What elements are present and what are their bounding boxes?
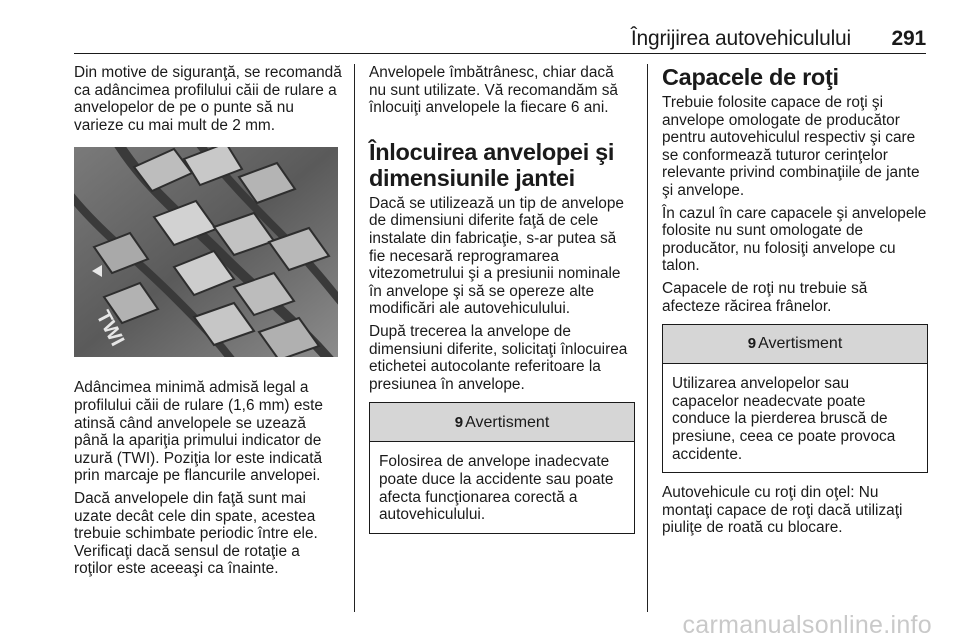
page-number: 291: [891, 27, 926, 50]
chapter-title: Îngrijirea autovehiculului: [630, 27, 851, 50]
warning-text: Folosirea de anvelope inadecvate poate duce la accidente sau poate afecta funcţionarea corectă a autovehiculului.: [379, 453, 614, 524]
warning-text: Utilizarea anvelopelor sau capacelor neadecvate poate conduce la pierderea bruscă de presiune, ceea ce poate provoca accidente.: [672, 375, 896, 463]
warning-title: Avertisment: [758, 335, 843, 353]
column-2: [369, 64, 635, 534]
warning-body: [663, 364, 927, 472]
watermark: carmanualsonline.info: [682, 611, 932, 639]
wheel-covers-approval-paragraph: Trebuie folosite capace de roţi şi anvelope omologate de producător pentru autovehiculul respectiv şi care se conformează tuturor cerinţelor relevante privind combinaţiile de jante şi anvelope.: [662, 94, 920, 199]
column-divider-2: [647, 64, 648, 612]
warning-box-tires: [369, 402, 635, 533]
warning-header: [663, 325, 927, 364]
tire-aging-paragraph: Anvelopele îmbătrânesc, chiar dacă nu sunt utilizate. Vă recomandăm să înlocuiţi anvelopele la fiecare 6 ani.: [369, 64, 618, 117]
warning-triangle-icon: 9: [747, 335, 757, 353]
page-header: [74, 24, 926, 52]
wheel-covers-unapproved-paragraph: În cazul în care capacele şi anvelopele folosite nu sunt omologate de producător, nu folosiţi anvelope cu talon.: [662, 204, 927, 275]
min-tread-depth-paragraph: Adâncimea minimă admisă legal a profilului căii de rulare (1,6 mm) este atinsă când anvelopele se uzează până la apariţia primului indicator de uzură (TWI). Poziţia lor este indicată prin marcaje pe flancurile anvelopei.: [74, 379, 323, 485]
brake-cooling-paragraph: Capacele de roţi nu trebuie să afecteze răcirea frânelor.: [662, 279, 868, 315]
section-heading-wheel-covers: Capacele de roţi: [662, 64, 839, 90]
column-3: [662, 64, 928, 542]
warning-title: Avertisment: [465, 413, 550, 431]
pressure-label-paragraph: După trecerea la anvelope de dimensiuni diferite, solicitaţi înlocuirea etichetei autocolante referitoare la presiunea în anvelope.: [369, 322, 628, 393]
warning-header: [370, 403, 634, 442]
warning-triangle-icon: 9: [454, 413, 464, 431]
section-heading-tire-replacement: Înlocuirea anvelopei şi dimensiunile jantei: [369, 138, 615, 191]
column-1: [74, 64, 342, 583]
warning-box-wheel-covers: [662, 324, 928, 473]
tire-size-change-paragraph: Dacă se utilizează un tip de anvelope de dimensiuni diferite faţă de cele instalate din fabricaţie, s-ar putea să fie necesară reprogramarea vitezometrului şi a presiunii nominale în anvelope şi să se opereze alte modificări ale autovehiculului.: [369, 194, 624, 318]
steel-wheels-paragraph: Autovehicule cu roţi din oţel: Nu montaţi capace de roţi dacă utilizaţi piuliţe de roată cu blocare.: [662, 484, 903, 537]
warning-body: [370, 442, 634, 532]
twi-marking: TWI: [91, 307, 129, 351]
column-divider-1: [354, 64, 355, 612]
tread-depth-intro: Din motive de siguranţă, se recomandă ca adâncimea profilului căii de rulare a anvelopelor de pe o punte să nu varieze cu mai mult de 2 mm.: [74, 64, 342, 134]
tire-tread-illustration: [74, 147, 338, 357]
tire-rotation-paragraph: Dacă anvelopele din faţă sunt mai uzate decât cele din spate, acestea trebuie schimbate periodic între ele. Verificaţi dacă sensul de rotaţie a roţilor este aceeaşi ca înainte.: [74, 489, 318, 578]
header-divider: [74, 53, 926, 54]
